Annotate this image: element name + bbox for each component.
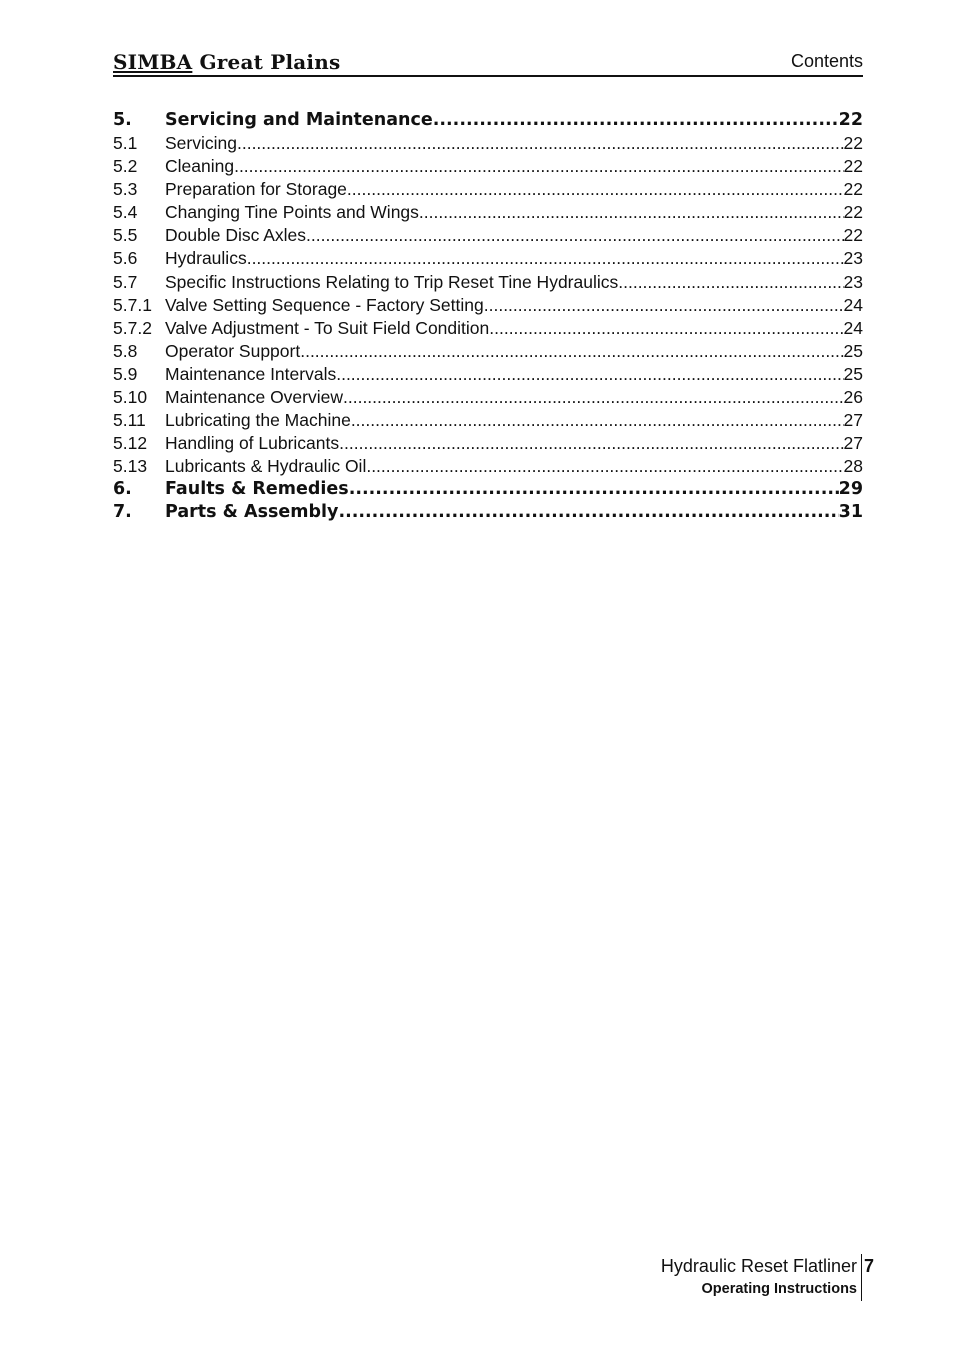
toc-entry-page: 27: [843, 433, 863, 454]
toc-entry-title: Cleaning: [165, 156, 235, 177]
toc-dot-leader: [247, 247, 844, 270]
toc-entry-number: 5.12: [113, 433, 148, 454]
toc-entry-title: Operator Support: [165, 340, 301, 361]
toc-entry-number: 7.: [113, 502, 132, 523]
toc-entry[interactable]: [113, 271, 863, 294]
table-of-contents: [113, 109, 863, 524]
footer-document-subtitle: Operating Instructions: [701, 1281, 857, 1297]
toc-entry[interactable]: [113, 247, 863, 270]
toc-entry-page: 22: [843, 225, 863, 246]
toc-dot-leader: [366, 455, 843, 478]
toc-entry-title: Lubricating the Machine: [165, 410, 351, 431]
brand-secondary: Great Plains: [199, 50, 341, 74]
toc-entry[interactable]: [113, 178, 863, 201]
toc-entry-number: 5.9: [113, 363, 138, 384]
toc-entry-title: Valve Adjustment - To Suit Field Condition: [165, 317, 490, 338]
toc-entry-page: 24: [843, 317, 863, 338]
toc-entry-number: 5.4: [113, 202, 138, 223]
toc-entry-page: 29: [838, 479, 863, 500]
toc-entry-title: Preparation for Storage: [165, 179, 347, 200]
toc-entry[interactable]: [113, 386, 863, 409]
brand-primary: SIMBA: [113, 50, 193, 74]
toc-entry[interactable]: [113, 432, 863, 455]
toc-entry-number: 5.10: [113, 386, 148, 407]
toc-dot-leader: [349, 478, 839, 501]
toc-entry-title: Double Disc Axles: [165, 225, 307, 246]
toc-entry-title: Faults & Remedies: [165, 479, 349, 500]
page-number: 7: [864, 1256, 875, 1276]
toc-entry-title: Valve Setting Sequence - Factory Setting: [165, 294, 484, 315]
toc-dot-leader: [343, 386, 844, 409]
toc-entry[interactable]: [113, 155, 863, 178]
toc-dot-leader: [306, 224, 843, 247]
toc-dot-leader: [336, 363, 843, 386]
toc-entry-page: 25: [843, 363, 863, 384]
toc-entry-page: 23: [843, 248, 863, 269]
toc-dot-leader: [338, 501, 838, 524]
toc-entry[interactable]: [113, 363, 863, 386]
toc-entry-number: 5.11: [113, 410, 146, 431]
toc-entry-page: 24: [843, 294, 863, 315]
toc-dot-leader: [419, 201, 844, 224]
toc-dot-leader: [339, 432, 843, 455]
toc-dot-leader: [234, 155, 843, 178]
toc-entry-title: Servicing and Maintenance: [165, 110, 433, 130]
toc-dot-leader: [300, 340, 843, 363]
toc-entry-number: 5.3: [113, 179, 138, 200]
toc-entry-number: 5.7: [113, 271, 138, 292]
toc-entry-title: Maintenance Intervals: [165, 363, 337, 384]
footer-text-block: [661, 1254, 862, 1301]
toc-dot-leader: [484, 294, 844, 317]
toc-entry[interactable]: [113, 132, 863, 155]
toc-entry-number: 5.2: [113, 156, 138, 177]
toc-entry-title: Handling of Lubricants: [165, 433, 340, 454]
toc-entry[interactable]: [113, 294, 863, 317]
toc-entry-title: Hydraulics: [165, 248, 247, 269]
toc-entry-number: 5.7.2: [113, 317, 152, 338]
toc-entry-number: 6.: [113, 479, 132, 500]
toc-entry[interactable]: [113, 317, 863, 340]
toc-entry-title: Lubricants & Hydraulic Oil: [165, 456, 367, 477]
toc-entry-title: Servicing: [165, 133, 237, 154]
toc-entry-title: Changing Tine Points and Wings: [165, 202, 419, 223]
toc-entry-page: 27: [843, 410, 863, 431]
toc-entry-number: 5.1: [113, 133, 138, 154]
toc-dot-leader: [489, 317, 843, 340]
toc-entry[interactable]: [113, 478, 863, 501]
toc-entry[interactable]: [113, 224, 863, 247]
toc-entry[interactable]: [113, 201, 863, 224]
toc-entry-page: 25: [843, 340, 863, 361]
toc-entry-page: 22: [843, 156, 863, 177]
toc-entry-page: 22: [843, 133, 863, 154]
toc-entry-page: 26: [843, 386, 863, 407]
toc-entry-page: 22: [843, 202, 863, 223]
section-title: Contents: [790, 51, 863, 71]
toc-entry-number: 5.13: [113, 456, 148, 477]
toc-dot-leader: [347, 178, 844, 201]
toc-dot-leader: [618, 271, 843, 294]
toc-entry-number: 5.8: [113, 340, 138, 361]
toc-entry[interactable]: [113, 340, 863, 363]
toc-entry[interactable]: [113, 109, 863, 132]
toc-entry-number: 5.7.1: [113, 294, 152, 315]
toc-dot-leader: [351, 409, 844, 432]
toc-entry-page: 31: [838, 502, 863, 523]
toc-entry[interactable]: [113, 409, 863, 432]
toc-entry-number: 5.5: [113, 225, 138, 246]
toc-entry[interactable]: [113, 501, 863, 524]
toc-entry-number: 5.: [113, 110, 132, 130]
page-footer: [661, 1254, 862, 1301]
toc-entry-page: 22: [843, 179, 863, 200]
toc-entry-title: Parts & Assembly: [165, 502, 339, 523]
toc-entry-title: Specific Instructions Relating to Trip Reset Tine Hydraulics: [165, 271, 619, 292]
brand-logo: [113, 49, 340, 75]
footer-document-title: Hydraulic Reset Flatliner: [660, 1256, 857, 1276]
toc-entry-page: 22: [838, 110, 863, 130]
toc-entry-page: 23: [843, 271, 863, 292]
toc-entry-title: Maintenance Overview: [165, 386, 343, 407]
toc-dot-leader: [433, 109, 839, 132]
toc-entry-page: 28: [843, 456, 863, 477]
toc-dot-leader: [237, 132, 844, 155]
toc-entry[interactable]: [113, 455, 863, 478]
page-header: [113, 48, 863, 77]
toc-entry-number: 5.6: [113, 248, 138, 269]
